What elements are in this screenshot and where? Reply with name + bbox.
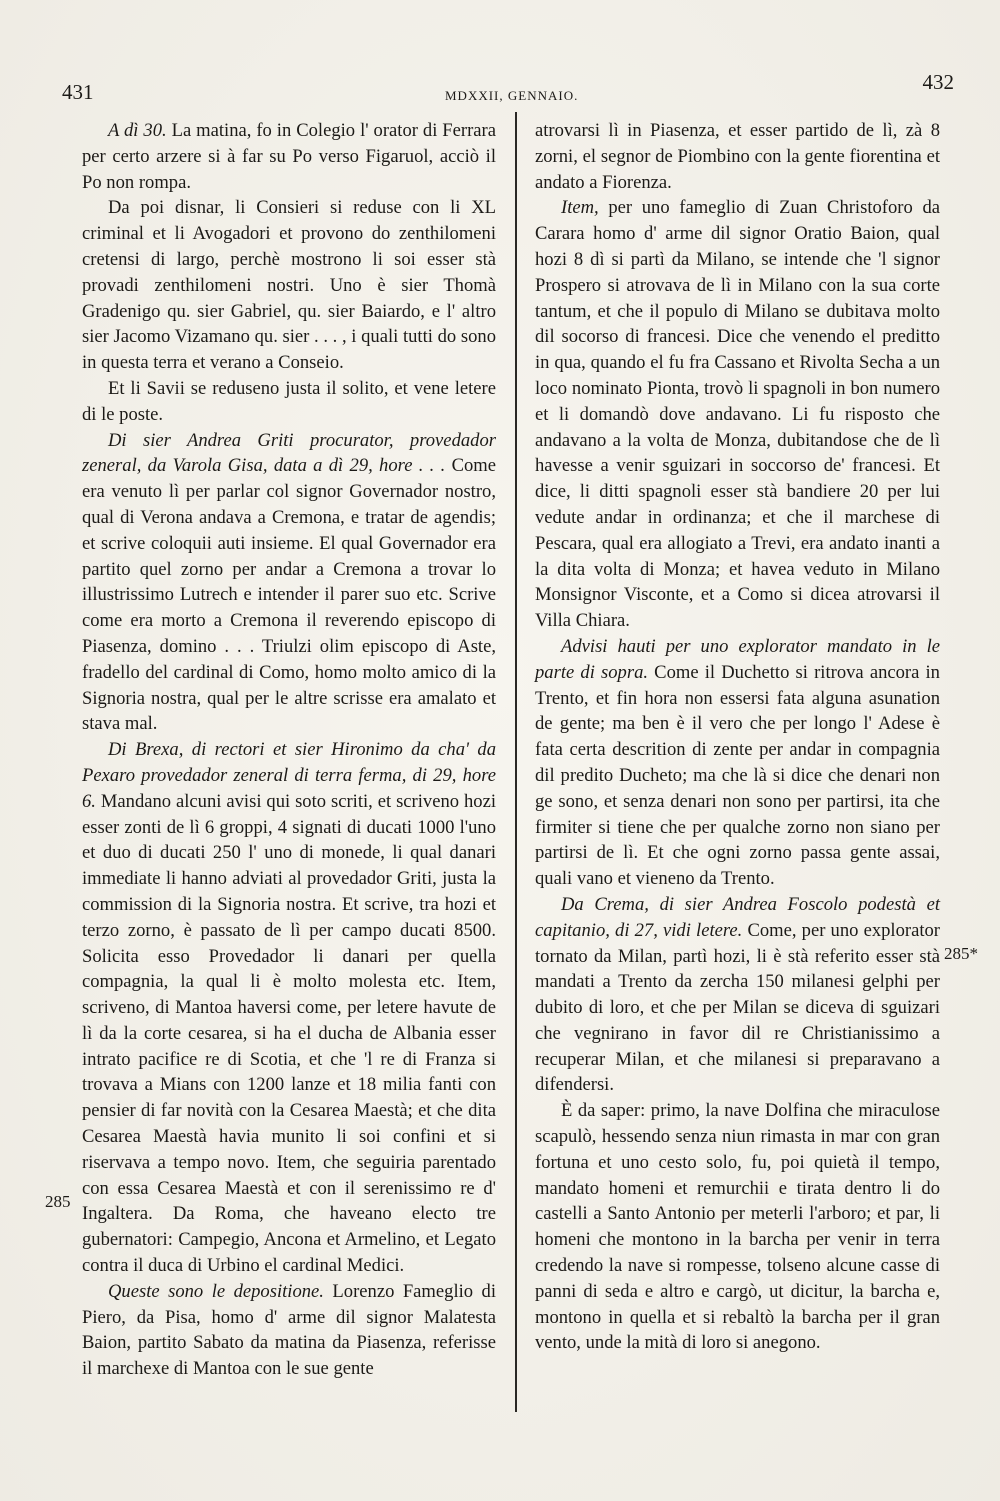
margin-note-left: 285 xyxy=(45,1192,71,1211)
paragraph xyxy=(535,634,940,892)
paragraph-lead: Da Crema, di sier Andrea Foscolo podestà et capitanio, di 27, vidi letere. xyxy=(535,893,940,941)
paragraph-lead: Queste sono le depositione. xyxy=(108,1280,324,1302)
paragraph-lead: Di Brexa, di rectori et sier Hironimo da cha' da Pexaro provedador zeneral di terra ferma, di 29, hore 6. xyxy=(82,739,496,812)
paragraph-text: Come il Duchetto si ritrova ancora in Trento, et fin hora non essersi fata alguna asunation de gente; ma ben è il vero che per longo l' Adese è fata certa descrition di zente per andar in compagnia dil predito Ducheto; ma che là si dice che denari non ge sono, et senza denari non sono per partirsi, ita che firmiter si tiene che per qualche zorno non siano per partirsi de lì. Et che ogni zorno passa gente assai, quali vano et vieneno da Trento. xyxy=(535,661,940,890)
paragraph-text: per uno fameglio di Zuan Christoforo da Carara homo d' arme dil signor Oratio Baion, qual hozi 8 dì si partì da Milano, se intende che 'l signor Prospero si atrovava de lì in Milano con la sua corte tantum, et che il populo di Milano se dubitava molto dil socorso di francesi. Dice che venendo el preditto in qua, quando el fu fra Cassano et Rivolta Secha a un loco nominato Pionta, trovò li spagnoli in bon numero et li domandò dove andavano. Li fu risposto che andavano a la volta de Monza, dubitandose che de lì havesse a venir sguizari in soccorso de' francesi. Et dice, li ditti spagnoli esser stà bandiere 20 per lui vedute andar in ordinanza; et che il marchese di Pescara, qual era allogiato a Trevi, era andato inanti a la dita volta di Monza; et havea veduto in Milano Monsignor Visconte, et a Como si dicea atrovarsi il Villa Chiara. xyxy=(535,197,940,632)
margin-note-right: 285* xyxy=(944,944,978,963)
paragraph-lead: Di sier Andrea Griti procurator, provedador zeneral, da Varola Gisa, data a dì 29, hore . . . xyxy=(82,429,496,477)
paragraph xyxy=(82,376,496,428)
paragraph xyxy=(535,118,940,195)
paragraph-text: Come era venuto lì per parlar col signor Governador nostro, qual di Verona andava a Cremona, e tratar de agendis; et scrive coloquii auti insieme. El qual Governador era partito quel zorno per andar a Cremona a trovar lo illustrissimo Lutrech e intender il parer suo etc. Scrive come era morto a Cremona il reverendo episcopo di Piasenza, domino . . . Triulzi olim episcopo di Aste, fradello del cardinal di Como, homo molto amico di la Signoria nostra, qual per le altre scrisse era amalato et stava mal. xyxy=(82,455,496,735)
paragraph xyxy=(82,195,496,376)
paragraph-text: Lorenzo Fameglio di Piero, da Pisa, homo d' arme dil signor Malatesta Baion, partito Sabato da matina da Piasenza, referisse il marchexe di Mantoa con le sue gente xyxy=(82,1280,496,1380)
left-column xyxy=(82,118,496,1382)
left-page-number: 431 xyxy=(62,80,94,104)
paragraph-text: Mandano alcuni avisi qui soto scriti, et scriveno hozi esser zonti de lì 6 groppi, 4 signati di ducati 1000 l'uno et duo di ducati 250 l' uno di monede, li qual danari immediate li hanno adviati al provedador Griti, justa la commission di la Signoria nostra. Et scrive, tra hozi et terzo zorno, è passato de lì per campo ducati 8500. Solicita esso Provedador li danari per quella compagnia, la qual li è molto molesta etc. Item, scriveno, di Mantoa haversi come, per letere havute de lì da la corte cesarea, si ha el ducha de Albania esser intrato pacifice re di Scotia, et che 'l re di Franza si trovava a Mians con 1200 lanze et 18 milia fanti con pensier di far novità con la Cesarea Maestà; et che dita Cesarea Maestà havia munito li soi confini et si riservava a tempo novo. Item, che seguiria parentado con essa Cesarea Maestà et con il serenissimo re d' Ingaltera. Da Roma, che haveano electo tre gubernatori: Campegio, Ancona et Armelino, et Legato contra il duca di Urbino el cardinal Medici. xyxy=(82,790,496,1277)
right-page-number: 432 xyxy=(922,70,954,94)
paragraph-text: La matina, fo in Colegio l' orator di Ferrara per certo arzere si à far su Po verso Figaruol, acciò il Po non rompa. xyxy=(82,120,496,193)
paragraph xyxy=(82,428,496,738)
paragraph-lead: Advisi hauti per uno explorator mandato in le parte di sopra. xyxy=(535,635,940,683)
paragraph-lead: Item, xyxy=(561,197,599,219)
paragraph-text: Come, per uno explorator tornato da Milan, partì hozi, li è stà referito esser stà mandati a Trento da zercha 150 milanesi gelphi per dubito di loro, et che per Milan se diceva di sguizari che vegnirano in favor dil re Christianissimo a recuperar Milan, et che milanesi si preparavano a difendersi. xyxy=(535,919,940,1096)
right-column xyxy=(535,118,940,1356)
paragraph-lead: A dì 30. xyxy=(108,120,167,141)
running-title: MDXXII, GENNAIO. xyxy=(445,88,579,103)
paragraph-text: atrovarsi lì in Piasenza, et esser partido de lì, zà 8 zorni, el segnor de Piombino con la gente fiorentina et andato a Fiorenza. xyxy=(535,120,940,193)
paragraph xyxy=(535,892,940,1098)
column-divider xyxy=(515,112,517,1412)
paragraph xyxy=(535,195,940,634)
paragraph-text: Et li Savii se reduseno justa il solito, et vene letere di le poste. xyxy=(82,377,496,425)
paragraph-text: Da poi disnar, li Consieri si reduse con li XL criminal et li Avogadori et provono do zenthilomeni cretensi di largo, perchè mostrono li soi esser stà provadi zenthilomeni nostri. Uno è sier Thomà Gradenigo qu. sier Gabriel, qu. sier Baiardo, e l' altro sier Jacomo Vizamano qu. sier . . . , i quali tutti do sono in questa terra et verano a Conseio. xyxy=(82,197,496,374)
paragraph xyxy=(82,737,496,1279)
paragraph xyxy=(535,1098,940,1356)
paragraph-text: È da saper: primo, la nave Dolfina che miraculose scapulò, hessendo senza niun rimasta in mar con gran fortuna et uno cesto solo, fu, poi quietà il tempo, mandato homeni et remurchii e tirata dentro li do castelli a Santo Antonio per meterli l'arboro; et par, li homeni che montono in la barcha per venir in terra credendo la nave si rompesse, tolseno alcune casse di panni di seda e altro e cargò, ut dicitur, la barcha e, montono in quella et si rebaltò la barcha per il gran vento, unde la mità di loro si anegono. xyxy=(535,1100,940,1354)
paragraph xyxy=(82,1279,496,1382)
paragraph xyxy=(82,118,496,195)
